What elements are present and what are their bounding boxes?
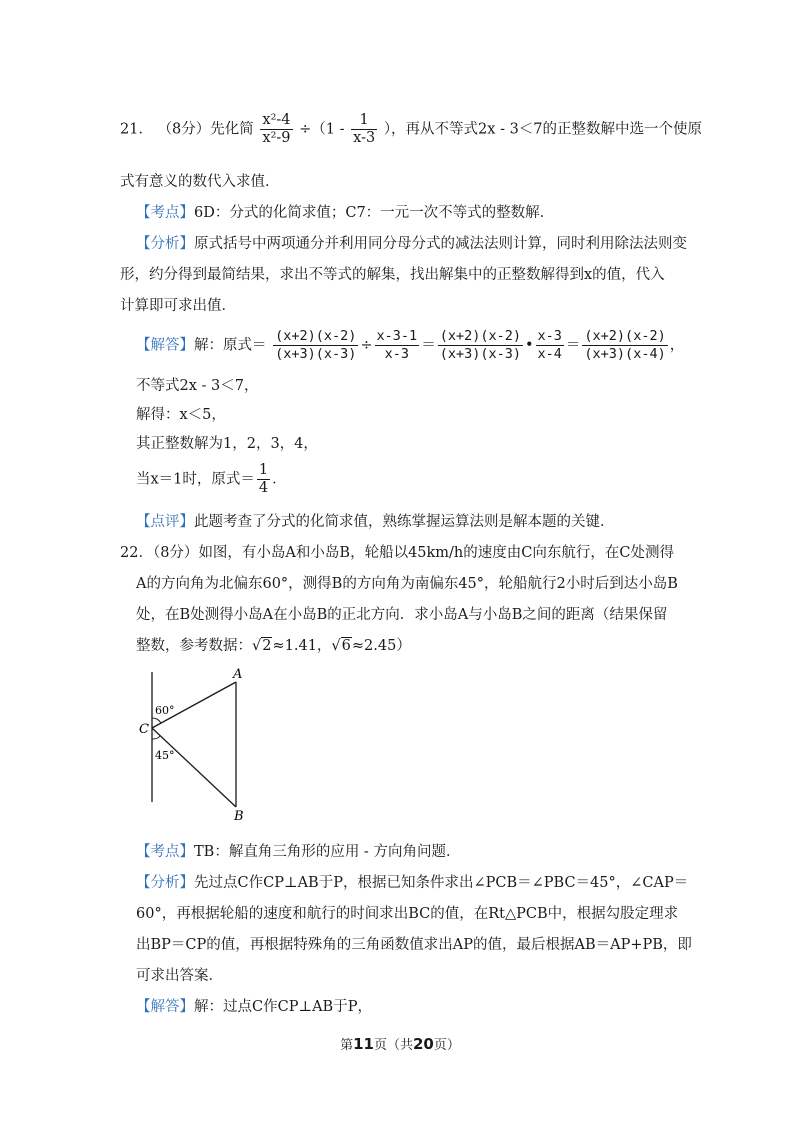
fenxi-label: 【分析】	[136, 875, 194, 891]
q21-score: （8分）	[157, 121, 211, 138]
q21-fenxi-line3: 计算即可求出值．	[120, 298, 236, 314]
footer-text: 页）	[433, 1038, 460, 1053]
q21-text: ），再从不等式2x - 3＜7的正整数解中选一个使原	[383, 121, 703, 138]
fraction-denominator: x-3	[353, 130, 376, 146]
q21-fraction-2	[351, 112, 377, 147]
q22-score: （8分）	[152, 545, 199, 561]
q22-fenxi-line2: 60°，再根据轮船的速度和航行的时间求出BC的值，在Rt△PCB中，根据勾股定理求	[136, 906, 679, 922]
q22-text: ≈1.41，	[272, 638, 332, 654]
q22-line1	[120, 543, 674, 563]
expr-fraction	[582, 328, 667, 363]
q22-text: ≈2.45）	[351, 638, 411, 654]
q22-line2: A的方向角为北偏东60°，测得B的方向角为南偏东45°，轮船航行2小时后到达小岛B	[136, 576, 678, 592]
fraction-numerator: (x+2)(x-2)	[584, 328, 666, 344]
operator: ＝	[421, 337, 436, 354]
kaodian-text: 6D：分式的化简求值；C7：一元一次不等式的整数解．	[194, 205, 555, 221]
q22-figure	[135, 660, 265, 830]
kaodian-label: 【考点】	[136, 844, 194, 860]
step-text: 当x＝1时，原式＝	[136, 471, 255, 488]
sqrt-radicand: 6	[341, 638, 351, 654]
jieda-text: 解：原式＝	[194, 337, 267, 354]
jieda-label: 【解答】	[136, 999, 194, 1015]
q22-text: 整数，参考数据：	[136, 638, 252, 654]
fraction-numerator: (x+2)(x-2)	[275, 328, 357, 344]
q21-step4	[136, 462, 287, 497]
q21-step3: 其正整数解为1，2，3，4，	[136, 436, 318, 452]
expr-fraction	[273, 328, 358, 363]
sqrt-radicand: 2	[262, 638, 272, 654]
fraction-numerator: x-3-1	[376, 328, 418, 344]
dianping-text: 此题考查了分式的化简求值，熟练掌握运算法则是解本题的关键．	[194, 514, 615, 530]
dianping-label: 【点评】	[136, 514, 194, 530]
label-c: C	[139, 722, 149, 737]
q21-step1: 不等式2x - 3＜7，	[136, 378, 259, 394]
operator: ＝	[565, 337, 581, 354]
footer-text: 第	[340, 1038, 354, 1053]
q21-step2: 解得：x＜5，	[136, 407, 226, 423]
fenxi-text: 先过点C作CP⊥AB于P，根据已知条件求出∠PCB＝∠PBC＝45°，∠CAP＝	[194, 875, 689, 891]
punctuation: ．	[272, 471, 287, 488]
q21-fenxi-line2: 形，约分得到最简结果，求出不等式的解集，找出解集中的正整数解得到x的值，代入	[120, 267, 665, 283]
expr-fraction	[375, 328, 420, 363]
jieda-text: 解：过点C作CP⊥AB于P，	[194, 999, 372, 1015]
fraction-denominator: (x+3)(x-3)	[275, 346, 357, 362]
fraction-denominator: 4	[258, 480, 269, 496]
segment-cb	[152, 728, 236, 807]
footer-text: 页（共	[373, 1038, 413, 1053]
fraction-denominator: x-3	[384, 346, 410, 362]
label-60-degrees: 60°	[155, 704, 175, 717]
jieda-label: 【解答】	[136, 337, 194, 354]
fraction-denominator: (x+3)(x-4)	[584, 346, 666, 362]
q21-dianping	[136, 512, 615, 532]
q22-text: 如图，有小岛A和小岛B，轮船以45km/h的速度由C向东航行，在C处测得	[198, 545, 674, 561]
operator: •	[524, 337, 534, 354]
q22-jieda	[136, 997, 372, 1017]
q22-fenxi	[136, 873, 688, 893]
q22-fenxi-line4: 可求出答案．	[136, 968, 223, 984]
page-footer	[0, 1034, 800, 1053]
q22-fenxi-line3: 出BP＝CP的值，再根据特殊角的三角函数值求出AP的值，最后根据AB＝AP+PB，即	[136, 937, 692, 953]
label-a: A	[233, 667, 243, 682]
q21-number: 21．	[120, 121, 153, 138]
fraction-denominator: x²-9	[262, 130, 291, 146]
fenxi-text: 原式括号中两项通分并利用同分母分式的减法法则计算，同时利用除法法则变	[194, 236, 687, 252]
expr-fraction	[438, 328, 523, 363]
result-fraction	[257, 462, 270, 497]
angle-45-arc	[152, 736, 160, 739]
fraction-denominator: (x+3)(x-3)	[439, 346, 521, 362]
q22-kaodian	[136, 842, 460, 862]
q21-text: 先化简	[210, 121, 254, 138]
q21-fraction-1	[260, 112, 292, 147]
q22-number: 22．	[120, 545, 153, 561]
angle-60-arc	[152, 718, 161, 723]
fraction-numerator: x-3	[537, 328, 562, 344]
kaodian-text: TB：解直角三角形的应用 - 方向角问题．	[194, 844, 461, 860]
punctuation: ，	[669, 337, 685, 354]
fraction-numerator: x²-4	[262, 112, 291, 128]
q21-jieda	[136, 328, 684, 363]
q22-line3: 处，在B处测得小岛A在小岛B的正北方向．求小岛A与小岛B之间的距离（结果保留	[136, 607, 668, 623]
fraction-numerator: 1	[351, 112, 377, 130]
fraction-denominator: x-4	[537, 346, 562, 362]
q21-line2: 式有意义的数代入求值．	[120, 174, 280, 190]
q21-fenxi	[136, 234, 687, 254]
fraction-numerator: (x+2)(x-2)	[439, 328, 521, 344]
kaodian-label: 【考点】	[136, 205, 194, 221]
q21-kaodian	[136, 203, 554, 223]
q21-text: ÷（1 -	[299, 121, 345, 138]
q22-line4: 整数，参考数据：√2≈1.41，√6≈2.45）	[136, 638, 411, 654]
label-b: B	[234, 809, 244, 824]
fenxi-label: 【分析】	[136, 236, 194, 252]
q21-line1	[120, 112, 702, 147]
operator: ÷	[360, 337, 373, 354]
expr-fraction	[536, 328, 564, 363]
fraction-numerator: 1	[258, 462, 269, 478]
page-number: 11	[353, 1035, 374, 1053]
page-total: 20	[413, 1035, 434, 1053]
label-45-degrees: 45°	[155, 749, 175, 762]
